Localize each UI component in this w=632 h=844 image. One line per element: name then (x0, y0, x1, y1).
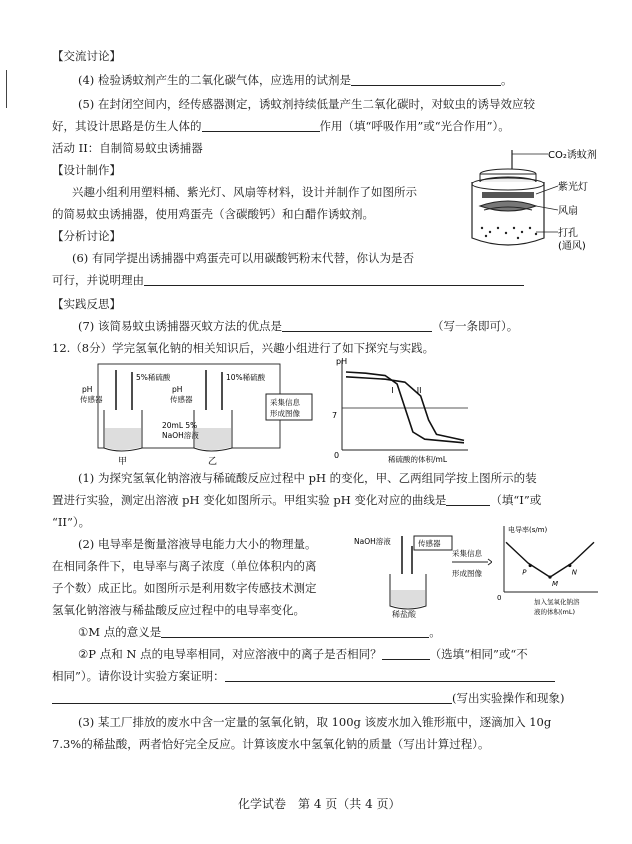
sub2-question1: ①M 点的意义是 。 (78, 625, 441, 639)
sub2-q2-line2-text: 相同”）。请你设计实验方案证明： (52, 669, 225, 683)
trap-label-vent: (通风) (558, 241, 586, 252)
question-5-blank[interactable] (202, 119, 320, 132)
sub2-line1: (2) 电导率是衡量溶液导电能力大小的物理量。 (78, 537, 317, 551)
cond-point-label-n: N (571, 568, 578, 577)
naoh-dropper-label: NaOH溶液 (354, 537, 391, 546)
question-4-text: (4) 检验诱蚊剂产生的二氧化碳气体，应选用的试剂是 (78, 73, 351, 87)
sub2-q2-tail: (写出实验操作和现象) (452, 691, 565, 705)
cond-point-m (548, 575, 551, 578)
ph-apparatus-figure (80, 358, 320, 468)
question-7 (78, 318, 518, 334)
question-5-text-a: 好，其设计思路是仿生人体的 (52, 119, 202, 133)
sub3-line2: 7.3%的稀盐酸，两者恰好完全反应。计算该废水中氢氧化钠的质量（写出计算过程）。 (52, 737, 490, 751)
question-5-text-b: 作用（填“呼吸作用”或“光合作用”）。 (319, 119, 510, 133)
sub1-line2 (52, 492, 541, 508)
cond-chart-origin: 0 (497, 594, 502, 602)
naoh-label2: NaOH溶液 (162, 431, 199, 440)
sub2-line3: 子个数）成正比。如图所示是利用数字传感技术测定 (52, 581, 317, 595)
acid-b-label: 10%稀硫酸 (226, 373, 266, 382)
sub2-question2-line3 (52, 690, 564, 706)
sub1-text-b: （填“I”或 (490, 493, 542, 507)
question-7-text-a: (7) 该简易蚊虫诱捕器灭蚊方法的优点是 (78, 319, 282, 333)
question-7-blank[interactable] (282, 319, 432, 332)
question-6-line2 (52, 272, 524, 288)
sensor-b-label1: pH (172, 385, 183, 394)
collect-arrow-head (488, 559, 492, 565)
hcl-label: 稀盐酸 (392, 610, 416, 619)
trap-uv-lamp (482, 192, 534, 198)
cond-curve (506, 542, 594, 577)
sub2-q1-blank[interactable] (161, 625, 429, 638)
conductivity-apparatus-figure (352, 532, 492, 612)
sensor-a-label1: pH (82, 385, 93, 394)
sub2-q2-design-blank2[interactable] (52, 691, 452, 704)
cond-chart-ylabel: 电导率(s/m) (508, 526, 548, 534)
question-6-blank[interactable] (144, 273, 524, 286)
trap-label-co2: CO₂诱蚊剂 (548, 150, 597, 161)
ph-chart-ylabel: pH (336, 357, 348, 366)
question-5-line2 (52, 118, 510, 134)
collector-label2: 形成图像 (270, 409, 300, 418)
sub2-q2-text-b: （选填“相同”或“不 (429, 647, 528, 661)
question-7-text-b: （写一条即可）。 (431, 319, 519, 333)
sensor-a-label2: 传感器 (80, 395, 103, 404)
collector-label1: 采集信息 (270, 398, 300, 407)
design-line1: 兴趣小组利用塑料桶、紫光灯、风扇等材料，设计并制作了如图所示 (72, 185, 417, 199)
trap-bucket (472, 182, 544, 245)
sub1-blank[interactable] (446, 493, 490, 506)
beaker-b-liquid (195, 428, 231, 450)
cond-point-label-p: P (522, 568, 527, 577)
sub2-question2 (78, 646, 528, 662)
conductivity-sensor-label: 传感器 (418, 539, 441, 548)
discussion-header: 【交流讨论】 (52, 49, 121, 63)
reflect-header: 【实践反思】 (52, 297, 121, 311)
apparatus-yi-label: 乙 (208, 457, 218, 467)
activity-2-title: 活动 II：自制简易蚊虫诱捕器 (52, 141, 203, 155)
sub2-q2-blank[interactable] (382, 647, 430, 660)
cond-point-n (568, 564, 571, 567)
conductivity-chart (494, 520, 606, 618)
sub1-line1: (1) 为探究氢氧化钠溶液与稀硫酸反应过程中 pH 的变化，甲、乙两组同学按上图所示的装 (78, 471, 537, 485)
sub1-line3: “II”）。 (52, 515, 91, 529)
sub2-q1-text: ①M 点的意义是 (78, 625, 162, 639)
ph-chart-xlabel: 稀硫酸的体积/mL (388, 455, 448, 464)
sub2-line4: 氢氧化钠溶液与稀盐酸反应过程中的电导率变化。 (52, 603, 305, 617)
question-12-intro: 12.（8分）学完氢氧化钠的相关知识后，兴趣小组进行了如下探究与实践。 (52, 341, 435, 355)
design-header: 【设计制作】 (52, 163, 121, 177)
sub2-q2-design-blank[interactable] (225, 669, 555, 682)
sensor-b-label2: 传感器 (170, 395, 193, 404)
cond-chart-xlabel1: 加入氢氧化钠溶 (534, 598, 580, 606)
naoh-label1: 20mL 5% (162, 421, 198, 430)
question-5-line1: (5) 在封闭空间内，经传感器测定，诱蚊剂持续低量产生二氧化碳时，对蚊虫的诱导效应较 (78, 97, 535, 111)
ph-curve-label-2: II (416, 386, 422, 395)
mosquito-trap-figure (460, 148, 610, 254)
sub2-line2: 在相同条件下，电导率与离子浓度（单位体积内的离 (52, 559, 317, 573)
ph-curve-label-1: I (391, 386, 394, 395)
binding-mark (6, 70, 7, 108)
design-line2: 的简易蚊虫诱捕器，使用鸡蛋壳（含碳酸钙）和白醋作诱蚊剂。 (52, 207, 374, 221)
page-footer: 化学试卷 第 4 页（共 4 页） (238, 797, 401, 811)
beaker-a-liquid (105, 428, 141, 450)
sub2-q2-text-a: ②P 点和 N 点的电导率相同，对应溶液中的离子是否相同？ (78, 647, 382, 661)
apparatus-jia-label: 甲 (118, 457, 128, 467)
question-6-text: 可行，并说明理由 (52, 273, 144, 287)
sub1-text-a: 置进行实验，测定出溶液 pH 变化如图所示。甲组实验 pH 变化对应的曲线是 (52, 493, 447, 507)
question-6-line1: (6) 有同学提出诱捕器中鸡蛋壳可以用碳酸钙粉末代替，你认为是否 (72, 251, 414, 265)
trap-label-hole: 打孔 (558, 228, 578, 239)
cond-point-p (529, 564, 532, 567)
question-4-blank[interactable] (351, 73, 501, 86)
sub2-question2-line2 (52, 668, 555, 684)
trap-label-fan: 风扇 (558, 206, 578, 217)
trap-label-lamp: 紫光灯 (558, 182, 588, 193)
ph-chart-origin: 0 (334, 451, 340, 460)
collect-label1: 采集信息 (452, 549, 482, 558)
acid-a-label: 5%稀硫酸 (136, 373, 171, 382)
question-4: (4) 检验诱蚊剂产生的二氧化碳气体，应选用的试剂是 。 (78, 73, 513, 87)
analysis-header: 【分析讨论】 (52, 229, 121, 243)
hcl-liquid (391, 590, 425, 608)
sub3-line1: (3) 某工厂排放的废水中含一定量的氢氧化钠，取 100g 该废水加入锥形瓶中，逐滴加入 10g (78, 715, 552, 729)
collect-label2: 形成图像 (452, 569, 482, 578)
ph-chart (324, 354, 474, 464)
cond-chart-xlabel2: 液的体积(mL) (534, 608, 576, 616)
cond-point-label-m: M (552, 580, 559, 589)
ph-chart-tick-7: 7 (332, 411, 338, 420)
